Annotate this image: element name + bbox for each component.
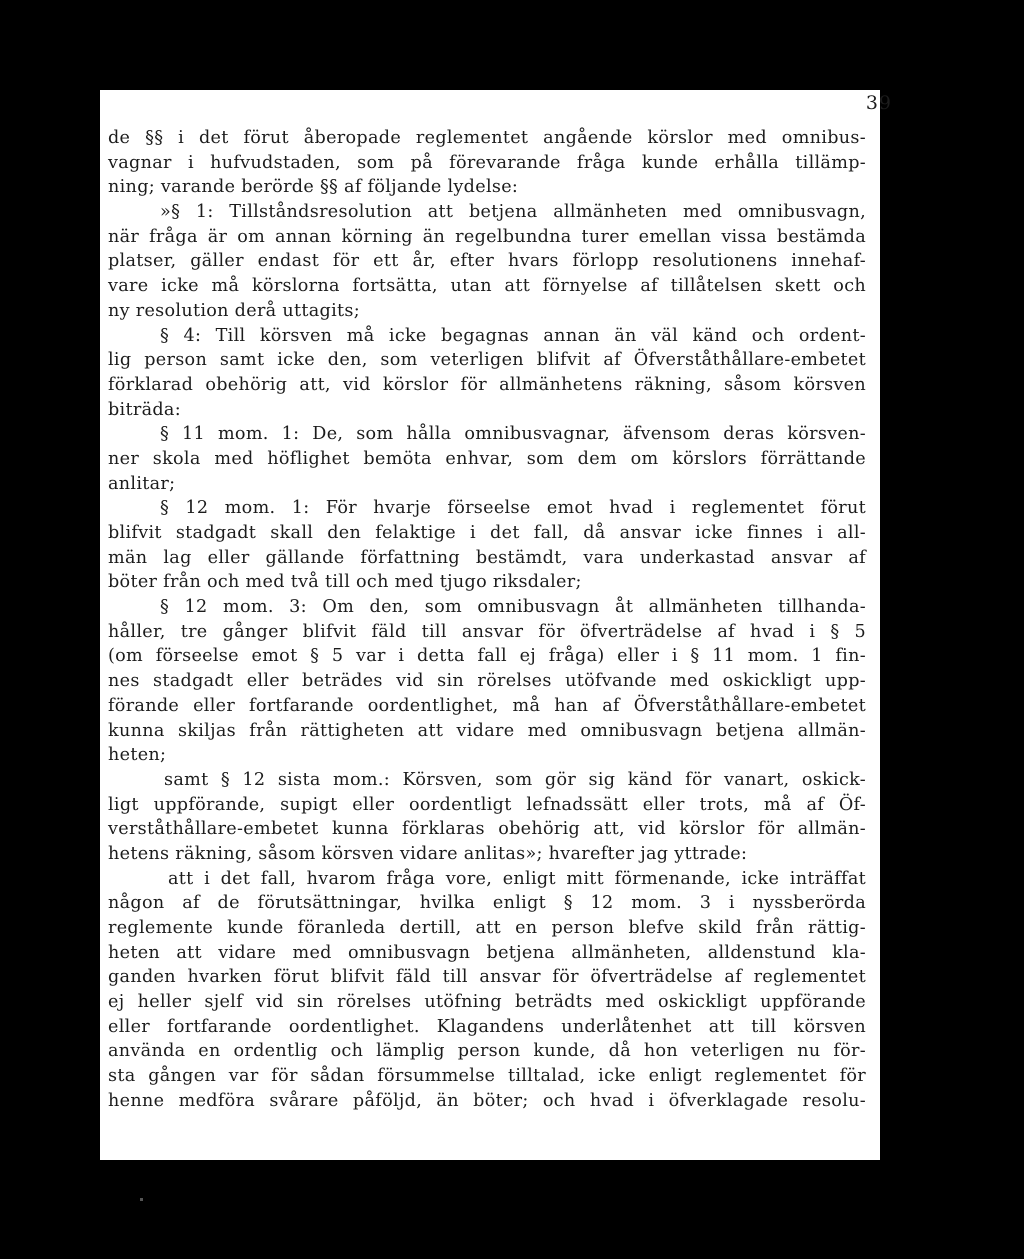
text-line: vare icke må körslorna fortsätta, utan att förnyelse af tillåtelsen skett och	[108, 276, 866, 297]
text-line: ganden hvarken förut blifvit fäld till ansvar för öfverträdelse af reglementet	[108, 967, 866, 988]
text-line: nes stadgadt eller beträdes vid sin rörelses utöfvande med oskickligt upp-	[108, 671, 866, 692]
text-line: »§ 1: Tillståndsresolution att betjena allmänheten med omnibusvagn,	[160, 202, 866, 223]
text-line: män lag eller gällande författning bestämdt, vara underkastad ansvar af	[108, 547, 866, 568]
text-line: § 4: Till körsven må icke begagnas annan än väl känd och ordent-	[160, 325, 866, 346]
text-line: § 12 mom. 1: För hvarje förseelse emot hvad i reglementet förut	[160, 498, 866, 519]
text-line: blifvit stadgadt skall den felaktige i det fall, då ansvar icke finnes i all-	[108, 523, 866, 543]
text-line: att i det fall, hvarom fråga vore, enligt mitt förmenande, icke inträffat	[168, 868, 866, 889]
text-line: verståthållare-embetet kunna förklaras obehörig att, vid körslor för allmän-	[108, 819, 866, 840]
text-line: använda en ordentlig och lämplig person kunde, då hon veterligen nu för-	[108, 1041, 866, 1062]
text-line: eller fortfarande oordentlighet. Klagandens underlåtenhet att till körsven	[108, 1016, 866, 1037]
text-line: § 12 mom. 3: Om den, som omnibusvagn åt allmänheten tillhanda-	[160, 597, 866, 618]
text-line: böter från och med två till och med tjugo riksdaler;	[108, 572, 582, 593]
text-line: samt § 12 sista mom.: Körsven, som gör sig känd för vanart, oskick-	[164, 769, 866, 790]
text-line: hetens räkning, såsom körsven vidare anlitas»; hvarefter jag yttrade:	[108, 843, 748, 864]
text-line: henne medföra svårare påföljd, än böter; och hvad i öfverklagade resolu-	[108, 1090, 866, 1111]
text-line: kunna skiljas från rättigheten att vidare med omnibusvagn betjena allmän-	[108, 720, 866, 741]
text-line: ning; varande berörde §§ af följande lydelse:	[108, 177, 519, 198]
text-line: anlitar;	[108, 473, 176, 494]
text-line: håller, tre gånger blifvit fäld till ansvar för öfverträdelse af hvad i § 5	[108, 621, 866, 642]
page-number: 39	[865, 92, 892, 114]
document-page	[100, 90, 892, 1160]
text-line: ligt uppförande, supigt eller oordentligt lefnadssätt eller trots, må af Öf-	[108, 794, 866, 815]
text-line: när fråga är om annan körning än regelbundna turer emellan vissa bestämda	[108, 226, 866, 247]
text-line: heten att vidare med omnibusvagn betjena allmänheten, alldenstund kla-	[108, 942, 866, 963]
text-line: ny resolution derå uttagits;	[108, 300, 360, 321]
text-line: platser, gäller endast för ett år, efter hvars förlopp resolutionens innehaf-	[108, 251, 866, 272]
text-line: någon af de förutsättningar, hvilka enligt § 12 mom. 3 i nyssberörda	[108, 893, 866, 914]
text-line: förklarad obehörig att, vid körslor för allmänhetens räkning, såsom körsven	[108, 374, 866, 395]
scan-dust-mark	[140, 1198, 143, 1201]
text-line: biträda:	[108, 399, 181, 420]
text-line: (om förseelse emot § 5 var i detta fall ej fråga) eller i § 11 mom. 1 fin-	[108, 646, 866, 667]
text-line: vagnar i hufvudstaden, som på förevarande fråga kunde erhålla tillämp-	[108, 152, 866, 173]
text-line: ej heller sjelf vid sin rörelses utöfning beträdts med oskickligt uppförande	[108, 992, 866, 1013]
text-line: reglemente kunde föranleda dertill, att en person blefve skild från rättig-	[108, 918, 866, 938]
text-line: lig person samt icke den, som veterligen blifvit af Öfverståthållare-embetet	[108, 350, 866, 371]
text-line: förande eller fortfarande oordentlighet, må han af Öfverståthållare-embetet	[108, 695, 866, 716]
text-line: de §§ i det förut åberopade reglementet angående körslor med omnibus-	[108, 128, 866, 148]
text-line: § 11 mom. 1: De, som hålla omnibusvagnar, äfvensom deras körsven-	[160, 424, 866, 445]
body-text	[108, 126, 866, 1114]
text-line: sta gången var för sådan försummelse tilltalad, icke enligt reglementet för	[108, 1066, 866, 1087]
text-line: heten;	[108, 745, 167, 766]
text-line: ner skola med höflighet bemöta enhvar, som dem om körslors förrättande	[108, 448, 866, 469]
